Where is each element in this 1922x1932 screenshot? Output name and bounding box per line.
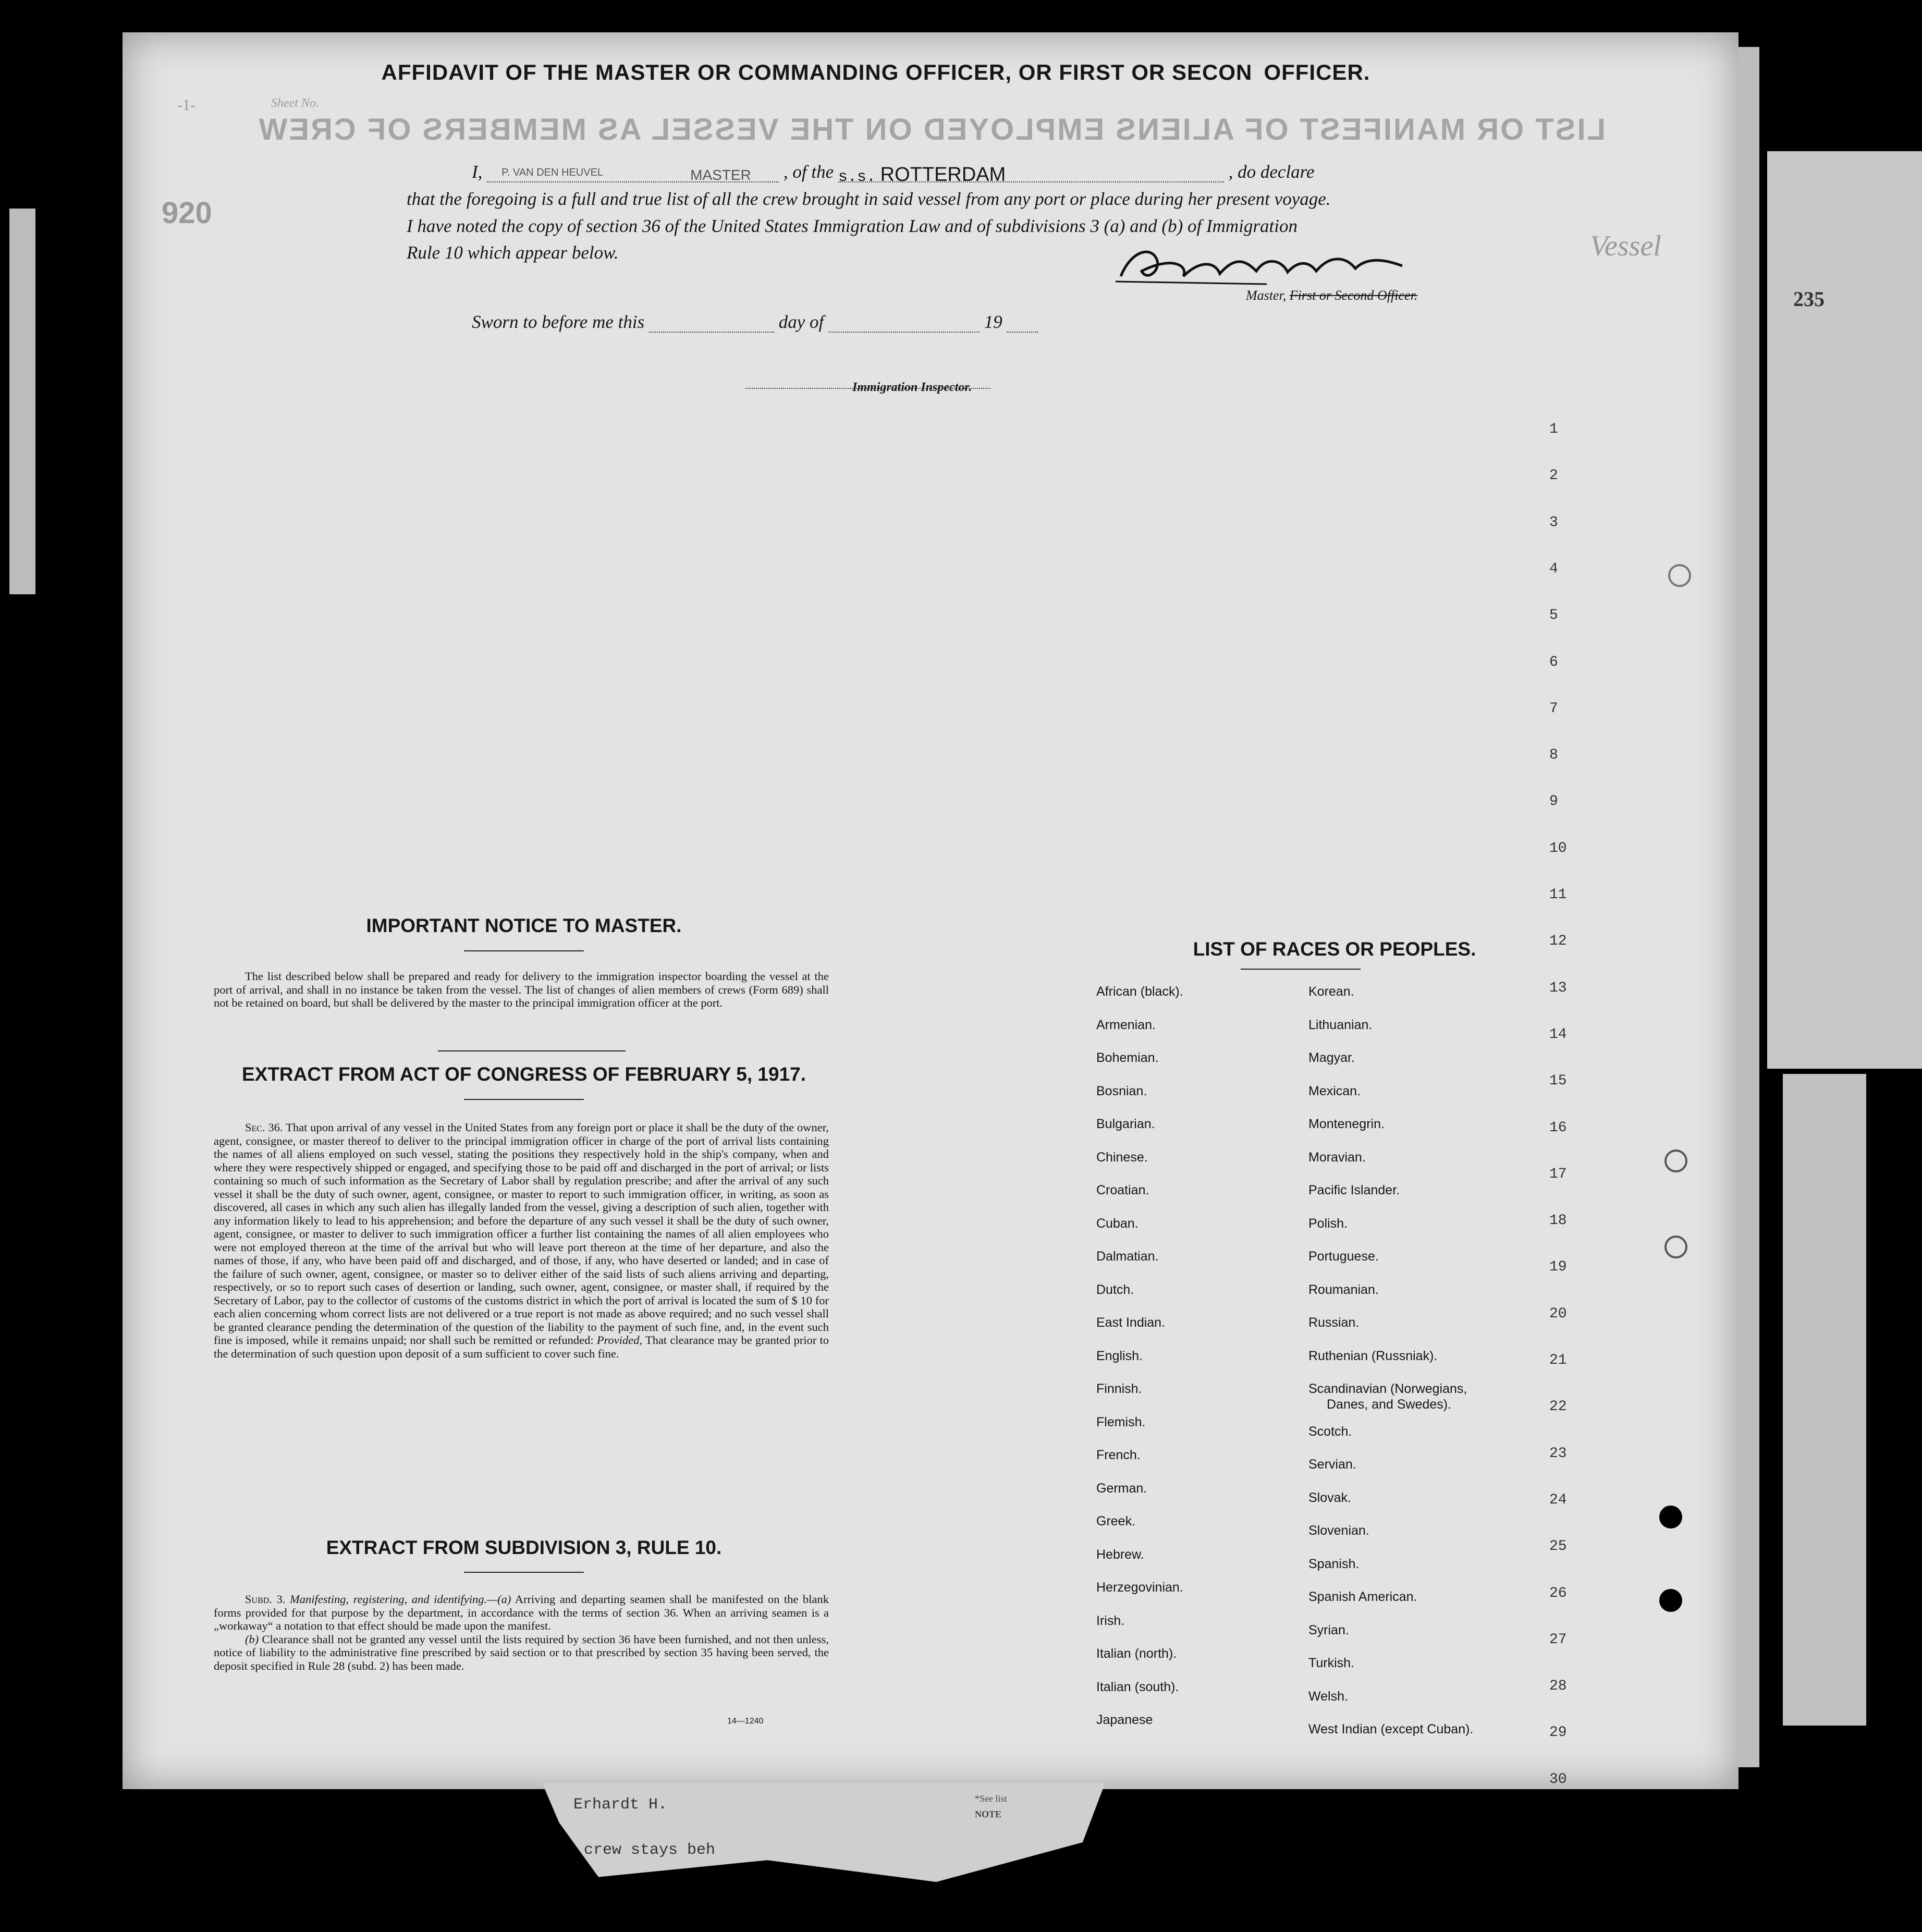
row-number: 9 <box>1549 793 1558 810</box>
act-sec-label: Sec. 36. <box>245 1121 283 1134</box>
sworn-day-field <box>649 314 774 333</box>
race-left-item: Italian (north). <box>1096 1646 1177 1661</box>
row-number: 1 <box>1549 421 1558 437</box>
bleed-through-heading: LIST OR MANIFEST OF ALIENS EMPLOYED ON THE VESSEL AS MEMBERS OF CREW <box>257 113 1606 146</box>
notice-title-rule <box>464 950 584 951</box>
race-left-item: Hebrew. <box>1096 1547 1144 1562</box>
act-text: That upon arrival of any vessel in the United States from any foreign port or place it shall be the duty of the owner, agent, consignee, or master thereof to deliver to the principal immigration officer in charge of the port of arrival lists containing the names of all aliens employed on such vessel, stating the positions they respectively hold in the ship's company, when and where they were respectively shipped or engaged, and specifying those to be paid off and discharged in the port of arrival; or lists containing so much of such information as the Secretary of Labor shall by regulation prescribe; and after the arrival of any such vessel it shall be the duty of such owner, agent, consignee, or master to report to such immigration officer, in writing, as soon as discovered, all cases in which any such alien has illegally landed from the vessel, giving a description of such alien, together with any information likely to lead to his apprehension; and before the departure of any such vessel it shall be the duty of such owner, agent, consignee, or master to deliver to such immigration officer a further list containing the names of all alien employees who were not employed thereon at the time of the arrival but who will leave port thereon at the time of her departure, and also the names of those, if any, who have been paid off and discharged, and of those, if any, who have deserted or landed; and in case of the failure of such owner, agent, consignee, or master so to deliver either of the said lists of such aliens arriving and departing, respectively, or so to report such cases of desertion or landing, such owner, agent, consignee, or master shall, if required by the Secretary of Labor, pay to the collector of customs of the customs district in which the port of arrival is located the sum of $ 10 for each alien concerning whom correct lists are not delivered or a true report is not made as above required; and no such vessel shall be granted clearance pending the determination of the question of the liability to the payment of such fine, and, in the event such fine is imposed, while it remains unpaid; nor shall such be remitted or refunded: <box>214 1121 829 1347</box>
race-right-item: Magyar. <box>1308 1050 1355 1065</box>
row-number: 7 <box>1549 700 1558 717</box>
row-number: 23 <box>1549 1445 1567 1462</box>
race-right-item: Spanish American. <box>1308 1589 1417 1604</box>
form-number: 14—1240 <box>727 1717 764 1726</box>
race-right-item: Korean. <box>1308 984 1354 999</box>
row-number: 24 <box>1549 1491 1567 1508</box>
row-number: 13 <box>1549 980 1567 996</box>
race-left-item: Irish. <box>1096 1613 1125 1628</box>
row-number: 21 <box>1549 1352 1567 1368</box>
races-title: LIST OF RACES OR PEOPLES. <box>1193 938 1476 960</box>
race-left-item: French. <box>1096 1448 1141 1462</box>
adjacent-page-right-2 <box>1767 151 1922 1069</box>
race-left-item: Dutch. <box>1096 1282 1134 1297</box>
row-number: 18 <box>1549 1213 1567 1229</box>
race-right-item: Ruthenian (Russniak). <box>1308 1348 1438 1363</box>
day-of-label: day of <box>778 312 824 332</box>
row-number: 27 <box>1549 1631 1567 1648</box>
race-left-item: Japanese <box>1096 1713 1153 1727</box>
row-number: 17 <box>1549 1166 1567 1182</box>
race-left-item: Finnish. <box>1096 1381 1142 1396</box>
race-left-item: Italian (south). <box>1096 1679 1179 1694</box>
bleed-through-920: 920 <box>162 196 212 230</box>
row-number: 5 <box>1549 607 1558 624</box>
race-left-item: Croatian. <box>1096 1183 1149 1197</box>
bottom-fragment-name: Erhardt H. <box>573 1796 668 1814</box>
race-right-item: Montenegrin. <box>1308 1117 1385 1131</box>
row-number: 4 <box>1549 560 1558 577</box>
affidavit-declaration-line <box>472 162 1426 186</box>
race-right-item: Spanish. <box>1308 1556 1360 1571</box>
signature-caption-prefix: Master, <box>1246 288 1287 303</box>
row-number: 12 <box>1549 933 1567 950</box>
bottom-fragment-note: crew stays beh <box>584 1841 716 1859</box>
row-number: 16 <box>1549 1119 1567 1136</box>
sworn-text: Sworn to before me this <box>472 312 645 332</box>
race-left-item: Dalmatian. <box>1096 1249 1159 1264</box>
row-number: 29 <box>1549 1725 1567 1741</box>
ship-name: ROTTERDAM <box>880 164 1006 186</box>
adjacent-page-right-3 <box>1783 1074 1866 1726</box>
act-top-rule <box>438 1050 626 1051</box>
races-title-rule <box>1241 969 1361 970</box>
do-declare-label: , do declare <box>1228 162 1315 182</box>
punch-hole-4 <box>1659 1589 1682 1612</box>
signature-caption <box>1246 288 1417 303</box>
sworn-month-field <box>828 314 980 333</box>
race-left-item: Greek. <box>1096 1514 1136 1529</box>
race-left-item: Chinese. <box>1096 1150 1148 1165</box>
sworn-year-field <box>1007 314 1038 333</box>
adjacent-page-right <box>1739 47 1759 1767</box>
row-number: 28 <box>1549 1678 1567 1695</box>
race-right-item: Mexican. <box>1308 1083 1361 1098</box>
race-left-item: Bohemian. <box>1096 1050 1159 1065</box>
race-left-item: East Indian. <box>1096 1315 1166 1330</box>
race-right-item: Moravian. <box>1308 1150 1366 1165</box>
row-number: 3 <box>1549 514 1558 531</box>
race-scandinavian-cont: Danes, and Swedes). <box>1327 1397 1452 1412</box>
race-left-item: Bulgarian. <box>1096 1117 1155 1131</box>
punch-hole-3 <box>1659 1506 1682 1529</box>
ship-prefix: s.s. <box>838 168 876 186</box>
race-left-item: German. <box>1096 1481 1147 1496</box>
bottom-fragment-note-label: NOTE <box>975 1809 1002 1819</box>
affidavit-title: AFFIDAVIT OF THE MASTER OR COMMANDING OFFICER, OR FIRST OR SECON OFFICER. <box>381 60 1370 84</box>
affidavit-line-2: that the foregoing is a full and true list of all the crew brought in said vessel from any port or place during her present voyage. <box>407 189 1331 209</box>
act-proviso-label: Provided, <box>596 1334 643 1347</box>
of-the-label: , of the <box>783 162 834 182</box>
notice-text: The list described below shall be prepared and ready for delivery to the immigration inspector boarding the vessel at the port of arrival, and shall in no instance be taken from the vessel. The list of changes of alien members of crews (Form 689) shall not be retained on board, but shall be delivered by the master to the principal immigration officer at the port. <box>214 970 829 1009</box>
row-number: 6 <box>1549 654 1558 670</box>
row-number: 10 <box>1549 840 1567 857</box>
rule-subd-heading: Manifesting, registering, and identifying.—(a) <box>290 1593 511 1606</box>
affidavit-line-3: I have noted the copy of section 36 of the United States Immigration Law and of subdivisions 3 (a) and (b) of Immigration <box>407 216 1297 236</box>
race-right-item: Slovak. <box>1308 1490 1351 1505</box>
race-right-item: Russian. <box>1308 1315 1360 1330</box>
race-right-item: Turkish. <box>1308 1656 1354 1670</box>
row-number: 22 <box>1549 1399 1567 1415</box>
act-title-rule <box>464 1099 584 1100</box>
row-number: 8 <box>1549 747 1558 764</box>
row-number: 30 <box>1549 1771 1567 1788</box>
rule-subd-label: Subd. 3. <box>245 1593 286 1606</box>
race-right-item: Scotch. <box>1308 1424 1352 1439</box>
rule-title: EXTRACT FROM SUBDIVISION 3, RULE 10. <box>326 1537 722 1558</box>
row-number: 14 <box>1549 1026 1567 1043</box>
bleed-through-sheet-mark: -1- <box>177 96 195 114</box>
row-number: 19 <box>1549 1259 1567 1276</box>
declarant-prefix: I, <box>472 162 483 182</box>
ship-name-field <box>838 164 1224 186</box>
notice-body <box>214 970 829 1010</box>
manifest-sheet <box>123 32 1739 1789</box>
adjacent-page-left <box>9 209 35 594</box>
row-number: 20 <box>1549 1305 1567 1322</box>
row-number: 2 <box>1549 468 1558 484</box>
race-right-item: Roumanian. <box>1308 1282 1379 1297</box>
race-right-item: Pacific Islander. <box>1308 1183 1400 1197</box>
race-left-item: Bosnian. <box>1096 1083 1147 1098</box>
race-right-item: West Indian (except Cuban). <box>1308 1722 1474 1737</box>
act-title: EXTRACT FROM ACT OF CONGRESS OF FEBRUARY 5, 1917. <box>241 1063 806 1085</box>
bleed-through-sheet-no: Sheet No. <box>271 96 319 110</box>
race-right-item: Lithuanian. <box>1308 1017 1373 1032</box>
act-proviso-text: That clearance may be granted prior to the determination of such question upon deposit of a sum sufficient to cover such fine. <box>214 1334 829 1360</box>
rank-stamp: MASTER <box>690 167 751 183</box>
declarant-name: P. VAN DEN HEUVEL <box>501 167 604 178</box>
signature-caption-struck: First or Second Officer. <box>1289 288 1418 303</box>
bleed-through-235: 235 <box>1793 287 1825 311</box>
notice-title: IMPORTANT NOTICE TO MASTER. <box>366 915 682 936</box>
row-number: 11 <box>1549 887 1567 903</box>
race-left-item: Herzegovinian. <box>1096 1580 1183 1595</box>
declarant-name-field <box>487 164 779 182</box>
rule-subd-b-label: (b) <box>245 1632 259 1646</box>
rule-subd-b: Clearance shall not be granted any vessel until the lists required by section 36 have been furnished, and not then unless, notice of liability to the administrative fine prescribed by said section or to that prescribed by section 35 having been served, the deposit specified in Rule 28 (subd. 2) has been made. <box>214 1632 829 1672</box>
rule-subd-a: Arriving and departing seamen shall be manifested on the blank forms provided for that purpose by the department, in accordance with the terms of section 36. When an arriving seamen is a „workaway“ a notation to that effect should be made upon the manifest. <box>214 1593 829 1632</box>
row-number: 25 <box>1549 1538 1567 1555</box>
rule-title-rule <box>464 1572 584 1573</box>
race-left-item: Flemish. <box>1096 1414 1146 1429</box>
row-number: 26 <box>1549 1585 1567 1601</box>
inspector-caption: Immigration Inspector. <box>852 381 972 394</box>
race-right-item: Syrian. <box>1308 1622 1349 1637</box>
year-prefix: 19 <box>984 312 1002 332</box>
bottom-fragment-see-list: *See list <box>975 1793 1007 1804</box>
row-number: 15 <box>1549 1073 1567 1090</box>
punch-hole-1 <box>1664 1150 1687 1172</box>
race-left-item: Cuban. <box>1096 1216 1138 1231</box>
race-left-item: African (black). <box>1096 984 1183 999</box>
rule-body <box>214 1593 829 1672</box>
race-right-item: Servian. <box>1308 1457 1356 1472</box>
punch-hole-5 <box>1668 564 1691 587</box>
race-right-item: Portuguese. <box>1308 1249 1379 1264</box>
punch-hole-2 <box>1664 1236 1687 1258</box>
race-right-item: Scandinavian (Norwegians, <box>1308 1381 1467 1396</box>
race-left-item: Armenian. <box>1096 1017 1156 1032</box>
race-left-item: English. <box>1096 1348 1143 1363</box>
act-body <box>214 1121 829 1360</box>
race-right-item: Slovenian. <box>1308 1523 1369 1538</box>
race-right-item: Welsh. <box>1308 1689 1348 1704</box>
bleed-through-vessel: Vessel <box>1590 230 1661 262</box>
affidavit-line-4: Rule 10 which appear below. <box>407 242 619 263</box>
race-right-item: Polish. <box>1308 1216 1348 1231</box>
sworn-line <box>472 312 1038 333</box>
